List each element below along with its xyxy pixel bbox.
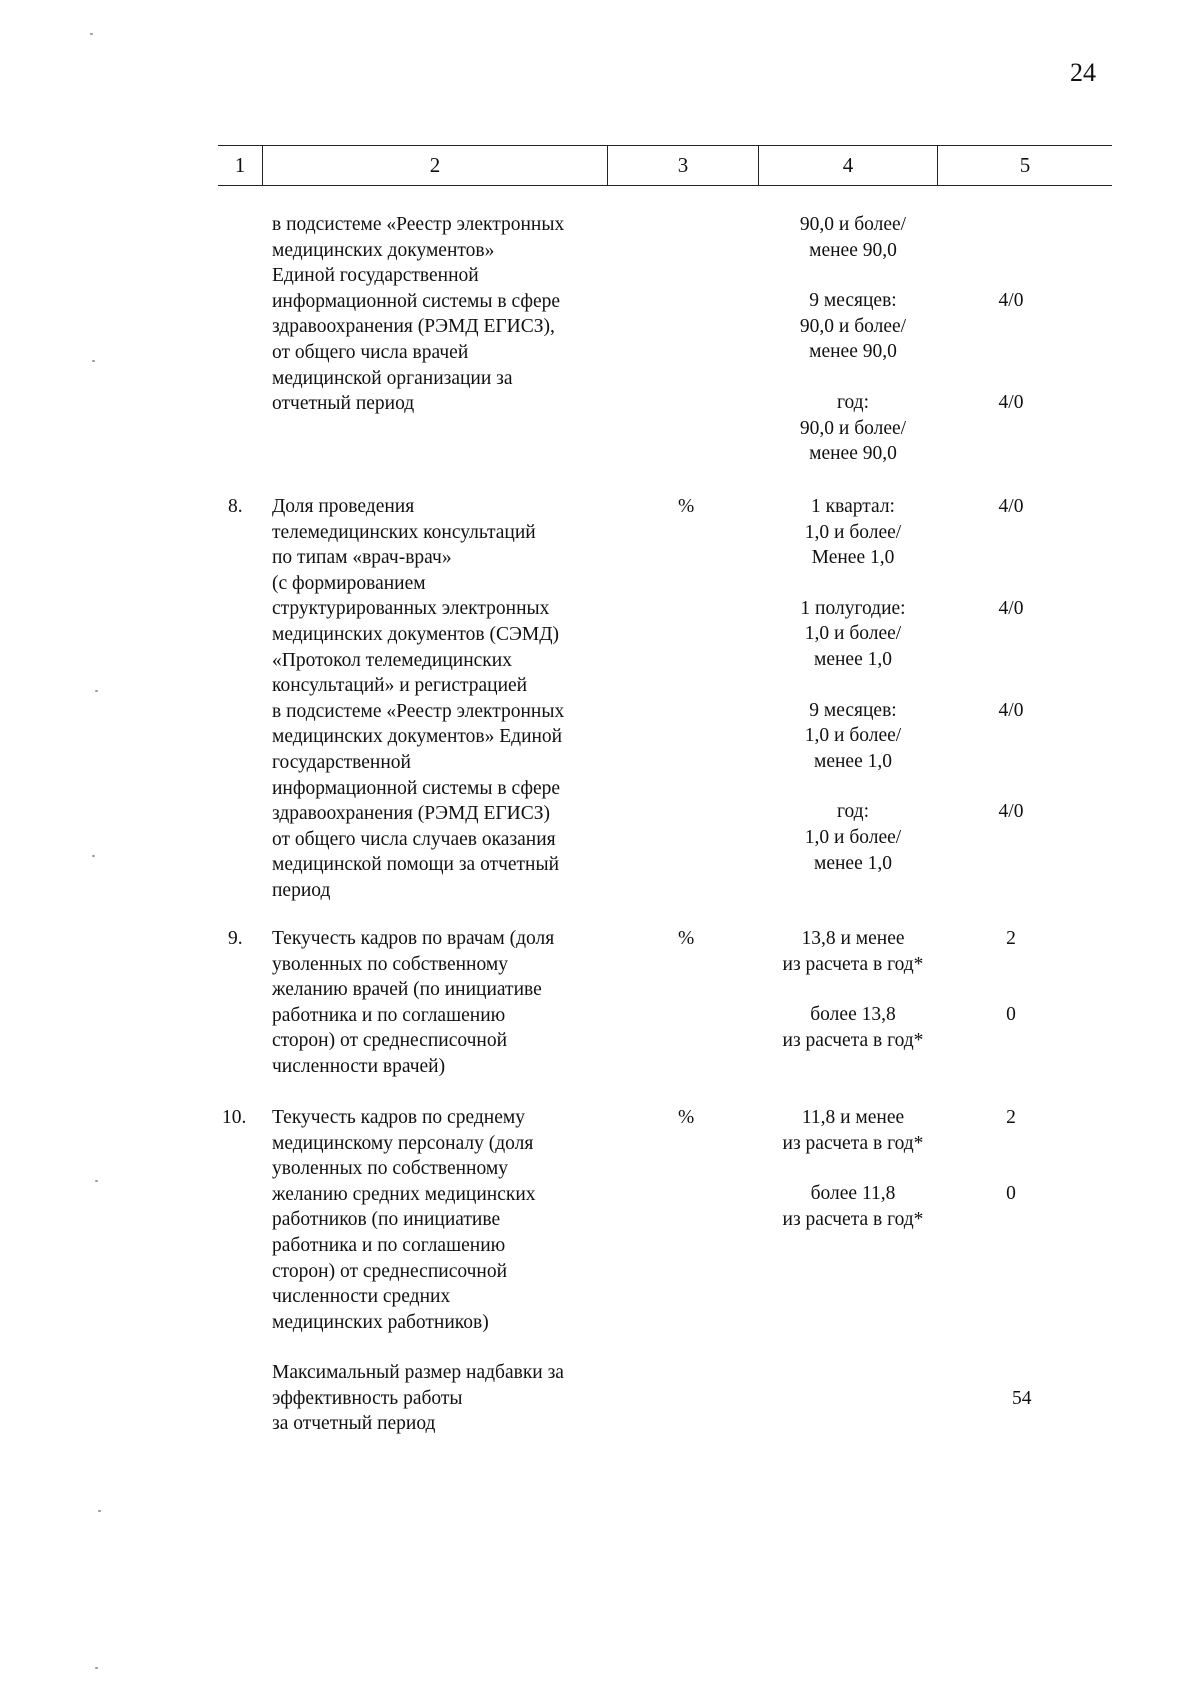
summary-description: [272, 1360, 606, 1437]
criteria-blocks: [745, 1105, 1200, 1257]
description-line: работников (по инициативе: [272, 1209, 501, 1231]
description-line: за отчетный период: [272, 1413, 436, 1435]
condition-line: менее 1,0: [814, 852, 892, 874]
condition-line: 11,8 и менее: [801, 1107, 905, 1128]
criterion-block: [745, 212, 1200, 263]
condition-line: менее 90,0: [809, 443, 897, 465]
condition-line: менее 90,0: [809, 239, 897, 261]
criteria-blocks: [745, 212, 1200, 492]
condition-line: 90,0 и более/: [799, 417, 907, 439]
description-line: работника и по соглашению: [272, 1234, 506, 1256]
description-line: в подсистеме «Реестр электронных: [272, 700, 565, 722]
description-line: информационной системы в сфере: [272, 777, 561, 799]
page-number: 24: [1070, 58, 1096, 87]
criterion-score: 4/0: [998, 801, 1024, 823]
condition-line: 1,0 и более/: [804, 521, 902, 543]
description-line: эффективность работы: [272, 1387, 463, 1409]
description-line: уволенных по собственному: [272, 1158, 508, 1180]
unit: %: [678, 496, 695, 517]
description-line: информационной системы в сфере: [272, 290, 561, 312]
indicator-description: [272, 494, 606, 904]
scan-speck: [92, 360, 95, 362]
condition-line: более 11,8: [810, 1183, 896, 1205]
scan-speck: [95, 1180, 98, 1182]
condition-line: из расчета в год*: [782, 953, 924, 975]
condition-line: менее 1,0: [814, 648, 892, 670]
criterion-score: 2: [1006, 928, 1016, 949]
criterion-block: [745, 799, 1200, 876]
description-line: сторон) от среднесписочной: [272, 1260, 508, 1282]
description-line: телемедицинских консультаций: [272, 521, 536, 543]
criterion-block: [745, 1181, 1200, 1232]
description-line: медицинских документов»: [272, 239, 495, 261]
condition-line: 90,0 и более/: [799, 214, 907, 235]
criterion-score: 4/0: [998, 496, 1024, 517]
description-line: по типам «врач-врач»: [272, 547, 452, 569]
scan-speck: [90, 33, 93, 35]
description-line: (с формированием: [272, 572, 426, 594]
criterion-score: 0: [1006, 1004, 1016, 1026]
criterion-score: [961, 212, 1061, 263]
condition-line: 1,0 и более/: [804, 623, 902, 645]
description-line: уволенных по собственному: [272, 953, 508, 975]
description-line: численности врачей): [272, 1055, 446, 1077]
description-line: «Протокол телемедицинских: [272, 649, 512, 671]
criterion-condition: [745, 288, 961, 365]
criterion-condition: [745, 698, 961, 775]
criterion-score: 4/0: [998, 597, 1024, 619]
criterion-block: [745, 1002, 1200, 1053]
indicator-description: [272, 212, 606, 417]
condition-line: менее 1,0: [814, 750, 892, 772]
criterion-block: [745, 288, 1200, 365]
criterion-condition: [745, 1181, 961, 1232]
criterion-condition: [745, 212, 961, 263]
criterion-condition: [745, 926, 961, 977]
criterion-block: [745, 494, 1200, 571]
condition-line: 90,0 и более/: [799, 315, 907, 337]
criterion-condition: [745, 799, 961, 876]
criterion-score: 0: [1006, 1183, 1016, 1205]
description-line: сторон) от среднесписочной: [272, 1030, 508, 1052]
description-line: медицинской помощи за отчетный: [272, 854, 560, 876]
scan-speck: [98, 1510, 101, 1512]
condition-line: 13,8 и менее: [801, 928, 905, 949]
description-line: медицинских документов (СЭМД): [272, 623, 559, 645]
unit: %: [678, 928, 695, 949]
condition-line: 1,0 и более/: [804, 826, 902, 848]
column-header-row: [218, 145, 1112, 186]
column-header-3: 3: [608, 146, 759, 185]
description-line: консультаций» и регистрацией: [272, 675, 528, 697]
criterion-condition: [745, 1002, 961, 1053]
description-line: Единой государственной: [272, 265, 479, 287]
scan-speck: [92, 855, 95, 857]
condition-line: 9 месяцев:: [809, 699, 897, 721]
description-line: от общего числа врачей: [272, 341, 469, 363]
column-header-4: 4: [759, 146, 938, 185]
row-number: 9.: [228, 928, 243, 949]
condition-line: более 13,8: [810, 1004, 896, 1026]
condition-line: год:: [836, 391, 870, 413]
description-line: желанию врачей (по инициативе: [272, 979, 542, 1001]
indicator-description: [272, 1105, 606, 1335]
criterion-condition: [745, 1105, 961, 1156]
scan-speck: [95, 1667, 98, 1669]
condition-line: из расчета в год*: [782, 1029, 924, 1051]
condition-line: менее 90,0: [809, 341, 897, 363]
description-line: в подсистеме «Реестр электронных: [272, 214, 565, 235]
description-line: Максимальный размер надбавки за: [272, 1362, 564, 1383]
column-header-5: 5: [1019, 153, 1031, 177]
column-header-1: 1: [218, 146, 263, 185]
description-line: медицинских документов» Единой: [272, 726, 563, 748]
description-line: здравоохранения (РЭМД ЕГИСЗ),: [272, 316, 555, 338]
criterion-block: [745, 390, 1200, 467]
description-line: Доля проведения: [272, 496, 415, 517]
criterion-score: 4/0: [998, 391, 1024, 413]
criteria-blocks: [745, 494, 1200, 901]
description-line: Текучесть кадров по врачам (доля: [272, 928, 555, 949]
criterion-block: [745, 926, 1200, 977]
description-line: медицинской организации за: [272, 367, 513, 389]
description-line: работника и по соглашению: [272, 1004, 506, 1026]
description-line: отчетный период: [272, 393, 415, 415]
description-line: желанию средних медицинских: [272, 1183, 536, 1205]
condition-line: из расчета в год*: [782, 1208, 924, 1230]
unit: %: [678, 1107, 695, 1128]
criterion-condition: [745, 390, 961, 467]
indicator-description: [272, 926, 606, 1080]
condition-line: из расчета в год*: [782, 1132, 924, 1154]
condition-line: Менее 1,0: [811, 547, 895, 569]
criterion-score: 4/0: [998, 290, 1024, 312]
column-header-2: 2: [263, 146, 608, 185]
criterion-condition: [745, 596, 961, 673]
condition-line: год:: [836, 801, 870, 823]
description-line: от общего числа случаев оказания: [272, 828, 556, 850]
condition-line: 9 месяцев:: [809, 290, 897, 312]
description-line: медицинских работников): [272, 1311, 489, 1333]
description-line: государственной: [272, 751, 411, 773]
condition-line: 1,0 и более/: [804, 725, 902, 747]
criterion-block: [745, 1105, 1200, 1156]
summary-score: 54: [1012, 1388, 1032, 1409]
description-line: Текучесть кадров по среднему: [272, 1107, 525, 1128]
criterion-block: [745, 698, 1200, 775]
criterion-block: [745, 596, 1200, 673]
criteria-blocks: [745, 926, 1200, 1078]
criterion-score: 2: [1006, 1107, 1016, 1128]
row-number: 8.: [228, 496, 243, 517]
description-line: медицинскому персоналу (доля: [272, 1132, 534, 1154]
description-line: здравоохранения (РЭМД ЕГИСЗ): [272, 803, 550, 825]
criterion-score: 4/0: [998, 699, 1024, 721]
description-line: структурированных электронных: [272, 598, 550, 620]
description-line: численности средних: [272, 1286, 451, 1308]
description-line: период: [272, 879, 331, 901]
row-number: 10.: [222, 1107, 247, 1128]
criterion-condition: [745, 494, 961, 571]
condition-line: 1 квартал:: [811, 496, 895, 517]
scan-speck: [95, 690, 98, 692]
condition-line: 1 полугодие:: [800, 597, 906, 619]
